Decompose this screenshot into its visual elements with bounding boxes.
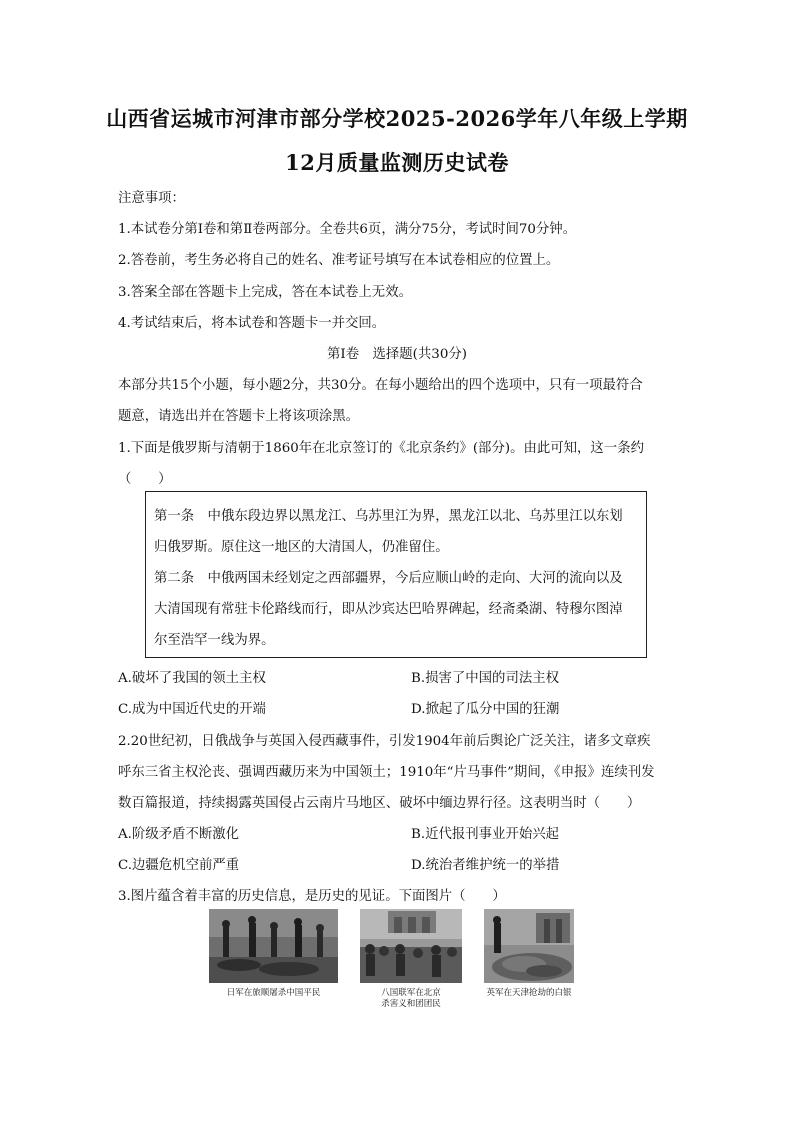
notice-heading: 注意事项： — [118, 191, 185, 206]
q2-option-d: D.统治者维护统一的举措 — [411, 858, 560, 873]
q1-quote-box — [145, 491, 647, 658]
q2-stem-line1: 2.20世纪初，日俄战争与英国入侵西藏事件，引发1904年前后舆论广泛关注，诸多文章疾 — [118, 734, 651, 749]
silver-photo — [484, 909, 574, 983]
q3-stem-line1: 3.图片蕴含着丰富的历史信息，是历史的见证。下面图片（ ） — [118, 889, 506, 904]
q1-option-c: C.成为中国近代史的开端 — [118, 702, 266, 717]
notice-item-2: 2.答卷前，考生务必将自己的姓名、准考证号填写在本试卷相应的位置上。 — [118, 253, 560, 268]
notice-item-4: 4.考试结束后，将本试卷和答题卡一并交回。 — [118, 316, 386, 331]
q1-quote-line5: 尔至浩罕一线为界。 — [154, 633, 275, 648]
q1-option-a: A.破坏了我国的领土主权 — [118, 671, 266, 686]
q2-stem-line3: 数百篇报道，持续揭露英国侵占云南片马地区、破坏中缅边界行径。这表明当时（ ） — [118, 796, 641, 811]
q2-stem-line2: 呼东三省主权沦丧、强调西藏历来为中国领土；1910年“片马事件”期间，《申报》连续刊发 — [118, 765, 655, 780]
q1-quote-line1: 第一条 中俄东段边界以黑龙江、乌苏里江为界，黑龙江以北、乌苏里江以东划 — [154, 509, 623, 524]
exam-title-line1: 山西省运城市河津市部分学校2025-2026学年八年级上学期 — [106, 106, 688, 131]
caption-execution-line2: 杀害义和团团民 — [381, 999, 441, 1009]
section-heading: 第Ⅰ卷 选择题(共30分) — [327, 347, 467, 362]
caption-massacre: 日军在旅顺屠杀中国平民 — [226, 988, 321, 998]
q2-option-c: C.边疆危机空前严重 — [118, 858, 240, 873]
caption-execution-line1: 八国联军在北京 — [381, 988, 441, 998]
execution-photo — [360, 909, 462, 983]
section-intro-line1: 本部分共15个小题，每小题2分，共30分。在每小题给出的四个选项中，只有一项最符合 — [118, 378, 643, 393]
q1-quote-line3: 第二条 中俄两国未经划定之西部疆界，今后应顺山岭的走向、大河的流向以及 — [154, 571, 623, 586]
q1-quote-line2: 归俄罗斯。原住这一地区的大清国人，仍准留住。 — [154, 540, 449, 555]
notice-item-3: 3.答案全部在答题卡上完成，答在本试卷上无效。 — [118, 285, 412, 300]
q1-stem-line2: （ ） — [118, 472, 172, 487]
q2-option-b: B.近代报刊事业开始兴起 — [411, 827, 560, 842]
q1-option-b: B.损害了中国的司法主权 — [411, 671, 560, 686]
massacre-photo — [209, 909, 338, 983]
caption-silver: 英军在天津抢劫的白银 — [486, 988, 572, 998]
q2-option-a: A.阶级矛盾不断激化 — [118, 827, 240, 842]
q1-option-d: D.掀起了瓜分中国的狂潮 — [411, 702, 560, 717]
exam-title-line2: 12月质量监测历史试卷 — [285, 150, 509, 175]
caption-execution — [350, 988, 472, 1010]
q1-stem-line1: 1.下面是俄罗斯与清朝于1860年在北京签订的《北京条约》(部分)。由此可知，这一条约 — [118, 441, 644, 456]
section-intro-line2: 题意，请选出并在答题卡上将该项涂黑。 — [118, 409, 360, 424]
notice-item-1: 1.本试卷分第Ⅰ卷和第Ⅱ卷两部分。全卷共6页，满分75分，考试时间70分钟。 — [118, 222, 577, 237]
q1-quote-line4: 大清国现有常驻卡伦路线而行，即从沙宾达巴哈界碑起，经斋桑湖、特穆尔图淖 — [154, 602, 623, 617]
